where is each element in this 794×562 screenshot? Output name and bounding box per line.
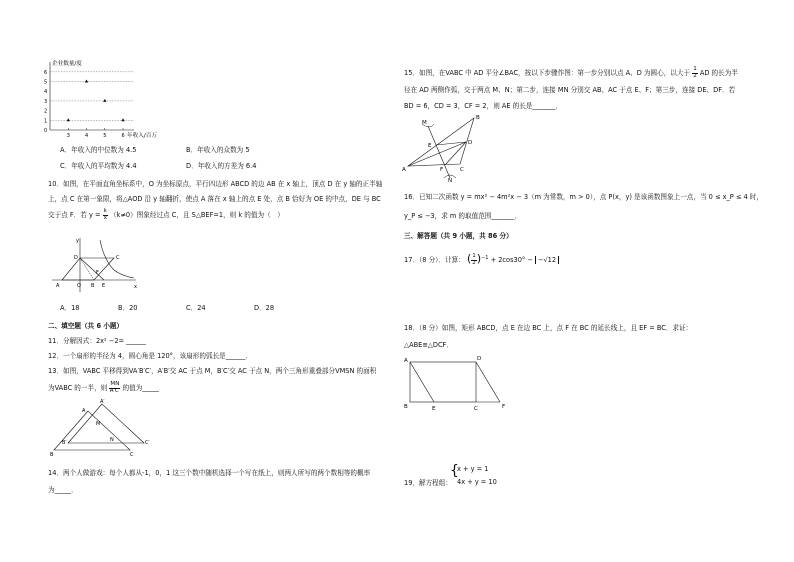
fig18-rectangle bbox=[410, 362, 476, 402]
q19-brace: { bbox=[450, 463, 459, 479]
q14-line1: 14．两个人做游戏：每个人都从-1，0，1 这三个数中随机选择一个写在纸上，则两人所写的两个数相等的概率 bbox=[48, 469, 371, 477]
fig18-label-e: E bbox=[432, 406, 436, 412]
fig15-label-m: M bbox=[422, 120, 427, 126]
chart-point-0 bbox=[67, 118, 70, 121]
q10-option-b: B．20 bbox=[118, 304, 138, 312]
q10-option-d: D．28 bbox=[254, 304, 275, 312]
chart-x-tick-3: 6 bbox=[121, 133, 125, 138]
q17-right-paren: ) bbox=[476, 252, 482, 265]
q19-prefix: 19．解方程组： bbox=[404, 479, 452, 487]
fig18-label-f: F bbox=[502, 404, 506, 410]
fig13-label-n: N bbox=[110, 437, 114, 443]
q15-frac-den: 2 bbox=[693, 72, 697, 79]
fig13-label-c: C bbox=[130, 452, 134, 458]
income-chart bbox=[42, 60, 182, 138]
q10-figure bbox=[50, 234, 140, 294]
q10-option-c: C．24 bbox=[186, 304, 206, 312]
q10-fraction bbox=[103, 209, 108, 221]
q13-line2 bbox=[48, 382, 159, 394]
q13-figure bbox=[48, 398, 158, 460]
q16-line2: y_P ≤ −3，求 m 的取值范围_______． bbox=[404, 212, 522, 220]
section-answers: 三、解答题（共 9 小题，共 86 分） bbox=[404, 232, 513, 240]
fig10-label-b: B bbox=[91, 283, 95, 289]
chart-y-tick-0: 0 bbox=[44, 128, 48, 134]
q10-frac-num: k bbox=[103, 208, 107, 214]
q13-frac-num: MN bbox=[110, 381, 120, 387]
fig10-parallelogram bbox=[62, 258, 114, 280]
chart-x-tick-1: 4 bbox=[85, 133, 89, 138]
fig15-segment-df bbox=[445, 142, 466, 165]
chart-x-tick-2: 5 bbox=[103, 133, 107, 138]
q10-line3 bbox=[48, 209, 284, 221]
fig18-label-a: A bbox=[404, 358, 408, 364]
q15-frac-num: 1 bbox=[693, 66, 697, 72]
q17-prefix: 17．（8 分）．计算： bbox=[404, 256, 465, 264]
q10-option-a: A．18 bbox=[60, 304, 80, 312]
chart-y-label: 企业数量/度 bbox=[52, 61, 82, 67]
q12: 12．一个扇形的半径为 4，圆心角是 120°，该扇形的弧长是______． bbox=[48, 352, 253, 360]
q17-exponent: −1 bbox=[481, 254, 489, 261]
q15-line1-a: 15．如图，在VABC 中 AD 平分∠BAC，按以下步骤作图：第一步分别以点 A、D 为圆心，以大于 bbox=[404, 69, 691, 78]
fig10-label-y: y bbox=[76, 238, 79, 244]
q16-line1: 16．已知二次函数 y = mx² − 4m²x − 3（m 为常数，m > 0），点 P(x，y) 是该函数图象上一点，当 0 ≤ x_P ≤ 4 时， bbox=[404, 193, 763, 201]
q18-figure bbox=[402, 354, 518, 412]
fig13-label-b: B bbox=[50, 452, 54, 458]
q14-line2: 为_____． bbox=[48, 486, 78, 494]
q13-line1: 13．如图，VABC 平移得到VA′B′C′，A′B′交 AC 于点 M，B′C′交 AC 于点 N，两个三角形重叠部分VMSN 的面积 bbox=[48, 367, 377, 375]
q9-option-a: A．年收入的中位数为 4.5 bbox=[60, 146, 137, 154]
fig13-triangle-a2b2c2 bbox=[68, 404, 144, 443]
q9-option-b: B．年收入的众数为 5 bbox=[186, 146, 250, 154]
chart-point-3 bbox=[121, 118, 124, 121]
q9-option-d: D．年收入的方差为 6.4 bbox=[186, 162, 257, 170]
chart-point-2 bbox=[103, 99, 106, 102]
fig13-label-b2: B′ bbox=[62, 440, 67, 446]
fig10-label-d: D bbox=[74, 255, 78, 261]
fig15-line-mn bbox=[428, 126, 450, 178]
fig10-label-x: x bbox=[134, 284, 137, 290]
chart-y-tick-5: 5 bbox=[44, 79, 48, 86]
q17 bbox=[404, 252, 559, 266]
q15-line2: 径在 AD 两侧作弧，交于两点 M、N；第二步，连接 MN 分别交 AB、AC 于点 E、F；第三步，连接 DE、DF．若 bbox=[404, 86, 736, 94]
chart-y-tick-4: 4 bbox=[44, 89, 48, 96]
fig15-label-n: N bbox=[448, 178, 453, 184]
fig10-label-c: C bbox=[116, 255, 120, 261]
fig10-label-e: E bbox=[102, 283, 106, 289]
q13-line2-a: 为VABC 的一半，则 bbox=[48, 384, 108, 393]
q17-rest: + 2cos30° − bbox=[490, 256, 533, 264]
fig13-label-a2: A′ bbox=[100, 399, 105, 405]
fig18-segment-df bbox=[476, 362, 500, 402]
chart-y-tick-3: 3 bbox=[44, 98, 48, 105]
q15-line3: BD = 6，CD = 3，CF = 2，则 AE 的长是_______． bbox=[404, 102, 563, 110]
q10-line2: 上，点 C 在第一象限，将△AOD 沿 y 轴翻折，使点 A 落在 x 轴上的点 E 处，点 B 恰好为 OE 的中点，DE 与 BC bbox=[48, 195, 381, 203]
fig15-label-e: E bbox=[428, 143, 432, 149]
q15-fraction bbox=[692, 67, 698, 79]
q15-line1-b: AD 的长为半 bbox=[699, 69, 738, 78]
fig18-label-b: B bbox=[404, 404, 408, 410]
q10-line1: 10．如图，在平面直角坐标系中，O 为坐标原点，平行四边形 ABCD 的边 AB 在 x 轴上，顶点 D 在 y 轴的正半轴 bbox=[48, 180, 383, 188]
chart-y-tick-2: 2 bbox=[44, 108, 48, 115]
q13-frac-den: A′C′ bbox=[109, 387, 121, 394]
fig10-label-o: O bbox=[77, 283, 81, 289]
q15-line1 bbox=[404, 67, 738, 79]
q17-left-paren: ( bbox=[466, 252, 472, 265]
fig15-bisector-ad bbox=[408, 142, 466, 166]
fig15-label-c: C bbox=[460, 167, 464, 173]
fig10-segment-de bbox=[80, 258, 104, 280]
q10-line3-a: 交于点 F．若 y = bbox=[48, 211, 101, 220]
chart-x-tick-0: 3 bbox=[66, 133, 70, 138]
fig15-label-f: F bbox=[440, 167, 444, 173]
section-fill-in: 二、填空题（共 6 小题） bbox=[48, 322, 124, 330]
fig13-label-c2: C′ bbox=[145, 440, 150, 446]
q17-base-den: 2 bbox=[472, 259, 476, 266]
fig18-label-d: D bbox=[477, 356, 482, 362]
fig10-label-f: F bbox=[96, 270, 99, 276]
fig18-label-c: C bbox=[474, 406, 478, 412]
fig15-label-d: D bbox=[468, 140, 473, 146]
fig13-label-m: M bbox=[96, 421, 101, 427]
chart-point-1 bbox=[85, 80, 88, 83]
q19-eq1: x + y = 1 bbox=[457, 465, 489, 473]
chart-y-tick-1: 1 bbox=[44, 118, 48, 125]
q10-frac-den: x bbox=[103, 214, 107, 221]
fig15-label-b: B bbox=[476, 115, 480, 121]
q18-line1: 18．（8 分）如图，矩形 ABCD，点 E 在边 BC 上，点 F 在 BC 的延长线上，且 EF = BC．求证： bbox=[404, 324, 693, 332]
q9-option-c: C．年收入的平均数为 4.4 bbox=[60, 162, 137, 170]
q13-line2-b: 的值为_____ bbox=[122, 384, 159, 393]
fig13-label-a: A bbox=[82, 408, 86, 414]
q17-abs: −√12 bbox=[535, 256, 559, 264]
q18-line2: △ABE≌△DCF． bbox=[404, 341, 453, 349]
q15-figure bbox=[400, 112, 490, 184]
q17-base-num: 1 bbox=[472, 252, 476, 259]
chart-y-tick-6: 6 bbox=[44, 69, 48, 76]
q13-fraction bbox=[109, 382, 120, 394]
q19-eq2: 4x + y = 10 bbox=[457, 478, 497, 486]
fig10-label-a: A bbox=[56, 283, 60, 289]
q10-line3-b: （k≠0）图象经过点 C，且 S△BEF=1，则 k 的值为（ ） bbox=[109, 211, 284, 220]
q11: 11．分解因式：2x² −2= ______ bbox=[48, 337, 146, 345]
fig15-label-a: A bbox=[402, 167, 406, 173]
fig18-segment-ae bbox=[410, 362, 434, 402]
chart-x-label: 年收入/百万 bbox=[127, 133, 157, 138]
